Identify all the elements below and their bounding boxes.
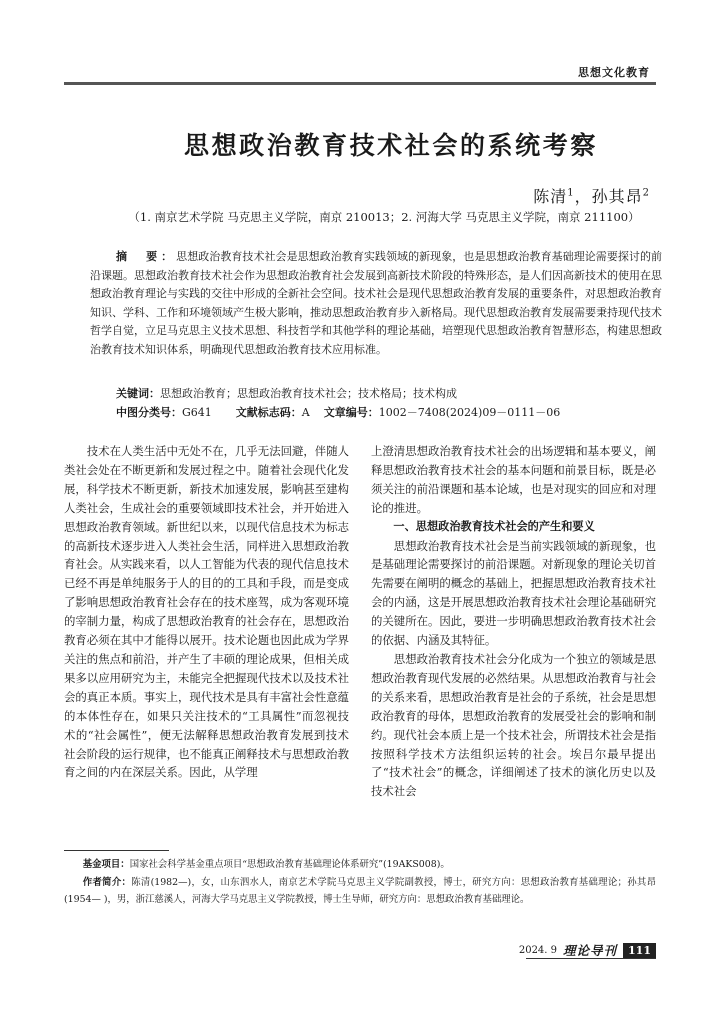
- author-affiliation-marker: 1: [567, 187, 575, 199]
- funding-note: [64, 856, 656, 874]
- article-number-label: 文章编号：: [323, 406, 379, 419]
- body-paragraph: 思想政治教育技术社会分化成为一个独立的领域是思想政治教育现代发展的必然结果。从思想政治教育与社会的关系来看，思想政治教育是社会的子系统，社会是思想政治教育的母体，思想政治教育的发展受社会的影响和制约。现代社会本质上是一个技术社会，所谓技术社会是指按照科学技术方法组织运转的社会。埃吕尔最早提出了“技术社会”的概念，详细阐述了技术的演化历史以及技术社会: [371, 651, 656, 799]
- abstract: [90, 248, 662, 360]
- abstract-text: 思想政治教育技术社会是思想政治教育实践领域的新现象，也是思想政治教育基础理论需要探讨的前沿课题。思想政治教育技术社会作为思想政治教育社会发展到高新技术阶段的特殊形态，是人们因高新技术的使用在思想政治教育理论与实践的交往中形成的全新社会空间。技术社会是现代思想政治教育发展的重要条件，对思想政治教育知识、学科、工作和环境领域产生极大影响，推动思想政治教育步入新格局。现代思想政治教育发展需要秉持现代技术哲学自觉，立足马克思主义技术思想、科技哲学和其他学科的理论基础，培塑现代思想政治教育智慧形态，构建思想政治教育技术知识体系，明确现代思想政治教育技术应用标准。: [90, 250, 662, 356]
- footer-rule: [526, 958, 656, 959]
- page-footer: [519, 941, 656, 959]
- doc-code-label: 文献标志码：: [235, 406, 302, 419]
- footnote-rule: [64, 850, 169, 851]
- author-bio-text: 陈清(1982—)，女，山东泗水人，南京艺术学院马克思主义学院副教授，博士，研究方向：思想政治教育基础理论；孙其昂(1954— )，男，浙江慈溪人，河海大学马克思主义学院教授，博士生导师，研究方向：思想政治教育基础理论。: [64, 876, 656, 905]
- abstract-label: 摘 要：: [116, 250, 177, 263]
- keywords-text: 思想政治教育；思想政治教育技术社会；技术格局；技术构成: [160, 387, 457, 400]
- body-paragraph: 技术在人类生活中无处不在，几乎无法回避，伴随人类社会处在不断更新和发展过程之中。随着社会现代化发展，科学技术不断更新，新技术加速发展，影响甚至建构人类社会，生成社会的重要领域即技术社会，并开始进入思想政治教育领域。新世纪以来，以现代信息技术为标志的高新技术逐步进入人类社会生活，同样进入思想政治教育社会。从实践来看，以人工智能为代表的现代信息技术已经不再是单纯服务于人的目的的工具和手段，而是变成了影响思想政治教育社会存在的技术座驾，成为客观环境的宰制力量，构成了思想政治教育的社会存在，思想政治教育必须在其中才能得以展开。技术论题也因此成为学界关注的焦点和前沿，并产生了丰硕的理论成果，但相关成果多以应用研究为主，未能完全把握现代技术以及技术社会的真正本质。事实上，现代技术是具有丰富社会性意蕴的本体性存在，如果只关注技术的“工具属性”而忽视技术的“社会属性”，便无法解释思想政治教育发展到技术社会阶段的运行规律，也不能真正阐释技术与思想政治教育之间的内在深层关系。因此，从学理: [64, 444, 349, 780]
- funding-label: 基金项目：: [82, 859, 130, 870]
- author-affiliation-marker: 2: [642, 187, 650, 199]
- body-column-left: [64, 442, 349, 782]
- classification-line: [116, 404, 560, 420]
- body-column-right: [371, 442, 656, 801]
- author-name: 陈清: [533, 187, 568, 206]
- authors-line: [533, 184, 650, 207]
- author-affiliations: （1. 南京艺术学院 马克思主义学院，南京 210013；2. 河海大学 马克思主义学院，南京 211100）: [128, 210, 640, 224]
- body-paragraph: 思想政治教育技术社会是当前实践领域的新现象，也是基础理论需要探讨的前沿课题。对新现象的理论关切首先需要在阐明的概念的基础上，把握思想政治教育技术社会的内涵，这是开展思想政治教育技术社会理论基础研究的关键所在。因此，要进一步明确思想政治教育技术社会的依据、内涵及其特征。: [371, 538, 656, 648]
- running-header-section-title: 思想文化教育: [578, 66, 650, 79]
- author-separator: ，: [574, 187, 592, 206]
- body-paragraph: 上澄清思想政治教育技术社会的出场逻辑和基本要义，阐释思想政治教育技术社会的基本问题和前景目标，既是必须关注的前沿课题和基本论域，也是对现实的回应和对理论的推进。: [371, 444, 656, 515]
- author-bio-note: [64, 874, 656, 909]
- journal-name: 理论导刊: [563, 943, 618, 958]
- header-rule: [64, 82, 656, 85]
- funding-text: 国家社会科学基金重点项目“思想政治教育基础理论体系研究”(19AKS008)。: [129, 859, 450, 870]
- doc-code-value: A: [301, 406, 310, 419]
- keywords-label: 关键词：: [116, 387, 160, 400]
- article-number-value: 1002－7408(2024)09－0111－06: [378, 406, 561, 419]
- keywords-line: [116, 385, 457, 401]
- clc-value: G641: [182, 406, 212, 419]
- footnotes: [64, 856, 656, 909]
- issue-date: 2024. 9: [518, 944, 558, 956]
- article-title: 思想政治教育技术社会的系统考察: [183, 131, 598, 160]
- author-name: 孙其昂: [591, 187, 643, 206]
- author-bio-label: 作者简介：: [82, 876, 132, 888]
- clc-label: 中图分类号：: [116, 406, 182, 419]
- page-number: 111: [623, 943, 656, 958]
- section-heading: 一、思想政治教育技术社会的产生和要义: [393, 519, 595, 533]
